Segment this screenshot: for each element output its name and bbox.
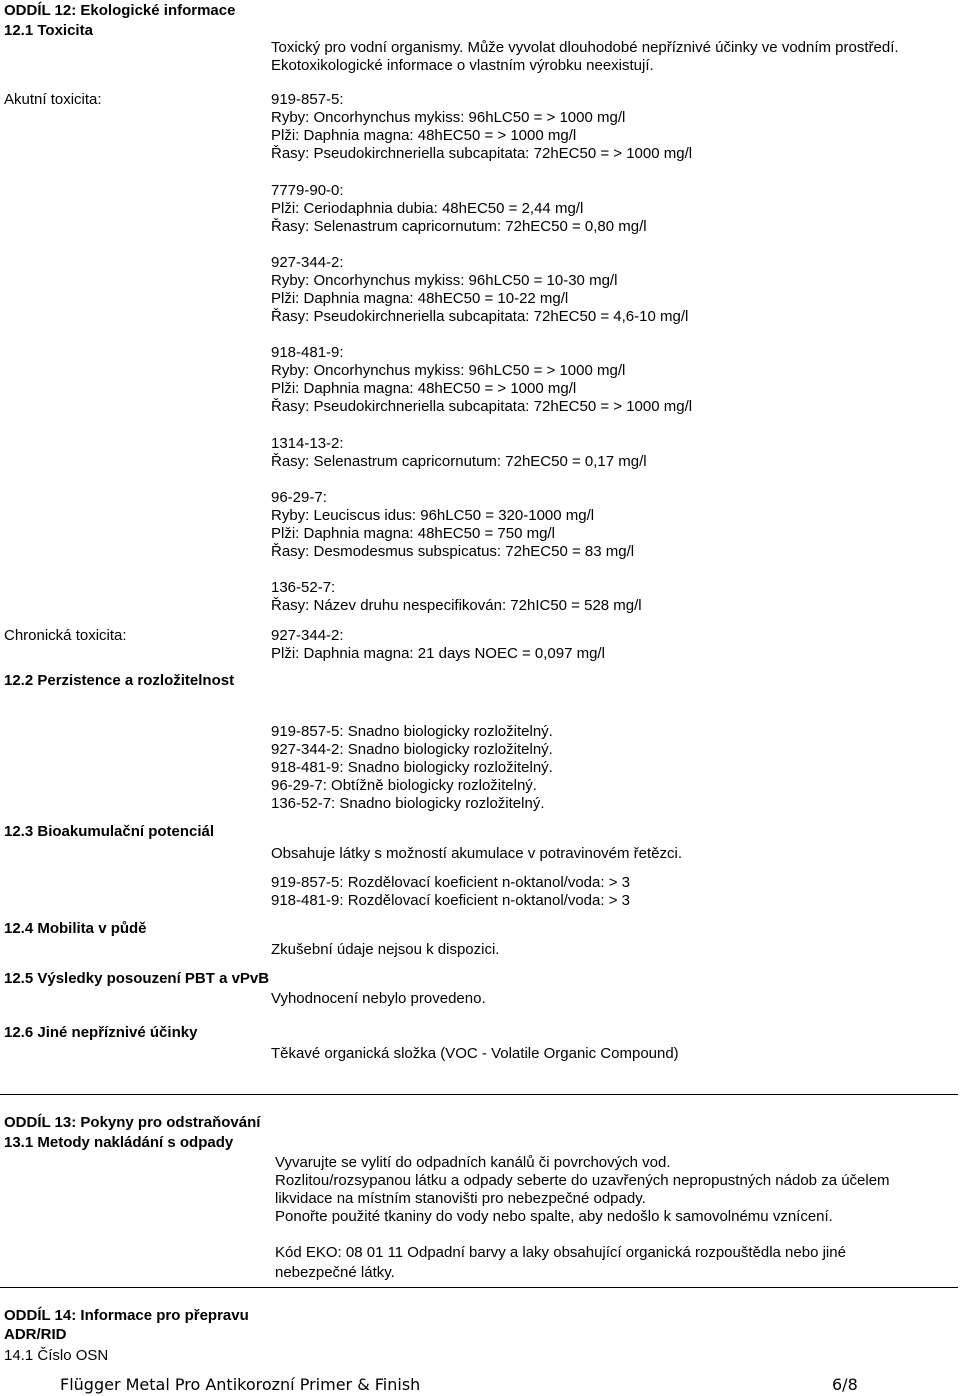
- acute-value: Plži: Daphnia magna: 48hEC50 = 750 mg/l: [271, 525, 555, 542]
- subsection-12-6-heading: 12.6 Jiné nepříznivé účinky: [4, 1024, 198, 1041]
- waste-text: Rozlitou/rozsypanou látku a odpady seberte do uzavřených nepropustných nádob za účelem: [275, 1172, 890, 1189]
- subsection-13-1-heading: 13.1 Metody nakládání s odpady: [4, 1134, 234, 1151]
- waste-code-text: nebezpečné látky.: [275, 1264, 395, 1281]
- subsection-12-1-heading: 12.1 Toxicita: [4, 22, 93, 39]
- subsection-12-2-heading: 12.2 Perzistence a rozložitelnost: [4, 672, 235, 689]
- pbt-text: Vyhodnocení nebylo provedeno.: [271, 990, 486, 1007]
- acute-cas-number: 918-481-9:: [271, 344, 344, 361]
- section-divider: [0, 1094, 958, 1095]
- chronic-cas-number: 927-344-2:: [271, 627, 344, 644]
- acute-value: Plži: Daphnia magna: 48hEC50 = 10-22 mg/l: [271, 290, 569, 307]
- subsection-12-4-heading: 12.4 Mobilita v půdě: [4, 920, 147, 937]
- section-12-heading: ODDÍL 12: Ekologické informace: [4, 2, 236, 19]
- acute-value: Řasy: Selenastrum capricornutum: 72hEC50 = 0,17 mg/l: [271, 453, 647, 470]
- footer-product-name: Flügger Metal Pro Antikorozní Primer & Finish: [60, 1375, 421, 1394]
- chronic-value: Plži: Daphnia magna: 21 days NOEC = 0,097 mg/l: [271, 645, 605, 662]
- section-13-heading: ODDÍL 13: Pokyny pro odstraňování: [4, 1114, 261, 1131]
- acute-value: Řasy: Pseudokirchneriella subcapitata: 72hEC50 = > 1000 mg/l: [271, 145, 693, 162]
- acute-value: Řasy: Pseudokirchneriella subcapitata: 72hEC50 = > 1000 mg/l: [271, 398, 693, 415]
- section-divider: [0, 1287, 958, 1288]
- section-14-heading: ODDÍL 14: Informace pro přepravu: [4, 1307, 249, 1324]
- subsection-12-5-heading: 12.5 Výsledky posouzení PBT a vPvB: [4, 970, 270, 987]
- bioaccumulation-text: Obsahuje látky s možností akumulace v potravinovém řetězci.: [271, 845, 683, 862]
- acute-value: Řasy: Pseudokirchneriella subcapitata: 72hEC50 = 4,6-10 mg/l: [271, 308, 689, 325]
- acute-value: Ryby: Oncorhynchus mykiss: 96hLC50 = 10-30 mg/l: [271, 272, 618, 289]
- un-number-label: 14.1 Číslo OSN: [4, 1347, 109, 1364]
- persistence-line: 918-481-9: Snadno biologicky rozložitelný.: [271, 759, 553, 776]
- persistence-line: 96-29-7: Obtížně biologicky rozložitelný.: [271, 777, 537, 794]
- acute-value: Ryby: Oncorhynchus mykiss: 96hLC50 = > 1000 mg/l: [271, 109, 626, 126]
- acute-value: Řasy: Selenastrum capricornutum: 72hEC50 = 0,80 mg/l: [271, 218, 647, 235]
- waste-text: likvidace na místním stanovišti pro nebezpečné odpady.: [275, 1190, 646, 1207]
- toxicity-text: Ekotoxikologické informace o vlastním výrobku neexistují.: [271, 57, 654, 74]
- bioaccumulation-line: 918-481-9: Rozdělovací koeficient n-oktanol/voda: > 3: [271, 892, 630, 909]
- subsection-12-3-heading: 12.3 Bioakumulační potenciál: [4, 823, 215, 840]
- persistence-line: 136-52-7: Snadno biologicky rozložitelný.: [271, 795, 545, 812]
- acute-cas-number: 1314-13-2:: [271, 435, 344, 452]
- waste-code-text: Kód EKO: 08 01 11 Odpadní barvy a laky obsahující organická rozpouštědla nebo jiné: [275, 1244, 846, 1261]
- footer-page-number: 6/8: [832, 1375, 858, 1394]
- acute-value: Plži: Ceriodaphnia dubia: 48hEC50 = 2,44 mg/l: [271, 200, 584, 217]
- waste-text: Ponořte použité tkaniny do vody nebo spalte, aby nedošlo k samovolnému vznícení.: [275, 1208, 833, 1225]
- acute-value: Ryby: Oncorhynchus mykiss: 96hLC50 = > 1000 mg/l: [271, 362, 626, 379]
- other-effects-text: Těkavé organická složka (VOC - Volatile Organic Compound): [271, 1045, 679, 1062]
- chronic-toxicity-label: Chronická toxicita:: [4, 627, 127, 644]
- mobility-text: Zkušební údaje nejsou k dispozici.: [271, 941, 500, 958]
- acute-cas-number: 96-29-7:: [271, 489, 327, 506]
- acute-cas-number: 136-52-7:: [271, 579, 336, 596]
- acute-value: Ryby: Leuciscus idus: 96hLC50 = 320-1000 mg/l: [271, 507, 595, 524]
- toxicity-text: Toxický pro vodní organismy. Může vyvolat dlouhodobé nepříznivé účinky ve vodním prostředí.: [271, 39, 899, 56]
- acute-value: Plži: Daphnia magna: 48hEC50 = > 1000 mg/l: [271, 380, 577, 397]
- acute-value: Řasy: Název druhu nespecifikován: 72hIC50 = 528 mg/l: [271, 597, 642, 614]
- acute-cas-number: 7779-90-0:: [271, 182, 344, 199]
- acute-cas-number: 919-857-5:: [271, 91, 344, 108]
- waste-text: Vyvarujte se vylití do odpadních kanálů či povrchových vod.: [275, 1154, 671, 1171]
- acute-value: Řasy: Desmodesmus subspicatus: 72hEC50 = 83 mg/l: [271, 543, 635, 560]
- acute-value: Plži: Daphnia magna: 48hEC50 = > 1000 mg/l: [271, 127, 577, 144]
- persistence-line: 919-857-5: Snadno biologicky rozložitelný.: [271, 723, 553, 740]
- subsection-adr-rid-heading: ADR/RID: [4, 1326, 67, 1343]
- acute-toxicity-label: Akutní toxicita:: [4, 91, 102, 108]
- persistence-line: 927-344-2: Snadno biologicky rozložitelný.: [271, 741, 553, 758]
- acute-cas-number: 927-344-2:: [271, 254, 344, 271]
- bioaccumulation-line: 919-857-5: Rozdělovací koeficient n-oktanol/voda: > 3: [271, 874, 630, 891]
